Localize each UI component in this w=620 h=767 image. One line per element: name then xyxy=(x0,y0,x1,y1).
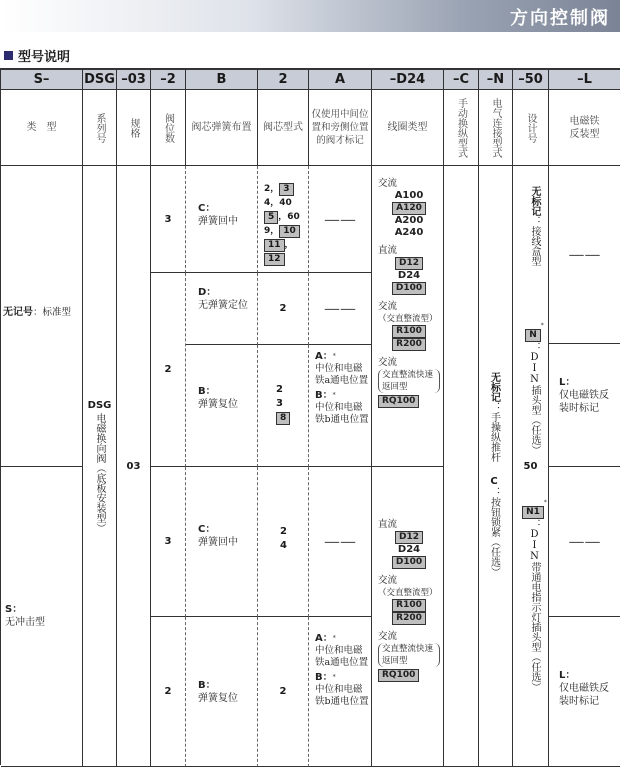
note-r4-dash: —— xyxy=(324,532,356,551)
code-spring: B xyxy=(186,70,258,90)
star-mark: * xyxy=(332,392,336,399)
solenoid-r2 xyxy=(549,344,620,467)
spring-r1-desc: 弹簧回中 xyxy=(198,216,238,227)
solenoid-r2-desc: 仅电磁铁反装时标记 xyxy=(559,390,609,414)
note-r3-a: 中位和电磁铁a通电位置 xyxy=(315,363,369,386)
spring-r5-code: B： xyxy=(198,680,216,691)
manual-c-code: C xyxy=(490,476,498,487)
code-spec: –03 xyxy=(117,70,151,90)
note-r5-b-code: B： xyxy=(315,672,333,683)
type-s-cell xyxy=(1,467,83,767)
solenoid-r3-dash: —— xyxy=(568,532,601,551)
label-note: 仅使用中间位置和旁侧位置的阀才标记 xyxy=(309,90,372,166)
coil-top-dc: 直流 xyxy=(378,245,398,256)
series-code: DSG xyxy=(87,399,112,411)
manual-none-code: 无标记 xyxy=(488,372,500,402)
spring-r4-desc: 弹簧回中 xyxy=(198,537,238,548)
spring-r3-code: B： xyxy=(198,386,216,397)
type-s-code: S： xyxy=(5,604,23,615)
coil-b-R100: R100 xyxy=(392,599,426,612)
note-r2 xyxy=(309,273,372,345)
manual-cell xyxy=(444,166,500,767)
spring-r3 xyxy=(186,345,258,467)
square-bullet-icon xyxy=(4,51,13,60)
code-elec: –N xyxy=(479,70,513,90)
type-s xyxy=(5,603,45,629)
core-r4-4: 4 xyxy=(280,540,287,551)
valves-r4 xyxy=(151,467,186,617)
core-r5-value: 2 xyxy=(279,686,287,697)
label-solenoid: 电磁铁反装型 xyxy=(549,90,620,166)
elec-n1-code: N1 xyxy=(522,506,544,519)
spring-r2-desc: 无弹簧定位 xyxy=(198,300,248,311)
label-spec-cell xyxy=(117,90,151,166)
valves-r2-value: 2 xyxy=(164,364,172,375)
label-spec: 规格 xyxy=(128,117,139,138)
series-cell xyxy=(83,166,117,767)
spring-r2-code: D： xyxy=(198,287,217,298)
code-note: A xyxy=(309,70,372,90)
valves-r1-value: 3 xyxy=(164,213,172,225)
core-r4 xyxy=(258,467,309,617)
coil-D12: D12 xyxy=(395,257,423,270)
spring-r4-code: C： xyxy=(198,524,216,535)
design-cell xyxy=(513,166,549,767)
spring-r3-desc: 弹簧复位 xyxy=(198,399,238,410)
core-r2-value: 2 xyxy=(279,303,287,314)
valves-r1 xyxy=(151,166,186,273)
spring-r1 xyxy=(186,166,258,273)
core-r3-2: 2 xyxy=(276,384,283,395)
note-r3-a-code: A： xyxy=(315,351,333,362)
coil-bottom-quick-sub: 交直整流快速返回型 xyxy=(378,643,440,667)
coil-RQ100: RQ100 xyxy=(378,395,419,408)
note-r5-a-code: A： xyxy=(315,633,333,644)
core-box-8: 8 xyxy=(276,412,290,425)
coil-top-quick-sub: 交直整流快速返回型 xyxy=(378,369,440,393)
coil-bottom-dc: 直流 xyxy=(378,519,398,530)
star-mark: * xyxy=(540,322,544,329)
coil-A240: A240 xyxy=(394,227,424,238)
solenoid-r1-dash: —— xyxy=(568,245,601,264)
code-coil: –D24 xyxy=(372,70,444,90)
label-design: 设计号 xyxy=(525,112,536,143)
star-mark: * xyxy=(332,674,336,681)
coil-top-ac: 交流 xyxy=(378,178,398,189)
star-mark: * xyxy=(543,499,547,506)
label-series: 系列号 xyxy=(94,112,105,143)
solenoid-r2-code: L： xyxy=(559,377,576,388)
coil-bottom-rect-sub: （交直整流型） xyxy=(378,588,438,598)
coil-bottom-quick: 交流 xyxy=(378,631,398,642)
page-title: 方向控制阀 xyxy=(510,8,610,29)
solenoid-r4-code: L： xyxy=(559,670,576,681)
coil-top-rect: 交流 xyxy=(378,301,398,312)
note-r5-b: 中位和电磁铁b通电位置 xyxy=(315,684,369,707)
manual-none-desc: ：手操纵推杆 xyxy=(488,402,500,462)
label-manual: 手动换纵型式 xyxy=(455,97,467,158)
coil-bottom xyxy=(372,467,444,767)
code-type: S– xyxy=(1,70,83,90)
core-r1-line2: 4，40 xyxy=(264,198,292,208)
elec-n-code: N xyxy=(525,329,541,342)
core-r1-line1: 2， 3 xyxy=(264,182,308,196)
label-series-cell xyxy=(83,90,117,166)
core-r1-line5: 11 ，12 xyxy=(264,238,308,266)
valves-r4-value: 3 xyxy=(164,536,172,547)
coil-A100: A100 xyxy=(394,190,424,201)
spring-r4 xyxy=(186,467,258,617)
solenoid-r3 xyxy=(549,467,620,617)
coil-R200: R200 xyxy=(392,338,426,351)
spring-r1-code: C： xyxy=(198,203,216,214)
core-r3 xyxy=(258,345,309,467)
core-box-10: 10 xyxy=(279,225,300,238)
coil-R100: R100 xyxy=(392,325,426,338)
core-box-3: 3 xyxy=(279,183,293,196)
spring-r5-desc: 弹簧复位 xyxy=(198,693,238,704)
star-mark: * xyxy=(332,353,336,360)
coil-D100: D100 xyxy=(392,282,426,295)
section-title xyxy=(4,46,70,65)
core-box-12: 12 xyxy=(264,253,285,266)
label-coil: 线圈类型 xyxy=(372,90,444,166)
coil-bottom-rect: 交流 xyxy=(378,575,398,586)
coil-A120: A120 xyxy=(392,202,426,215)
solenoid-r4-desc: 仅电磁铁反装时标记 xyxy=(559,683,609,707)
type-s-desc: 无冲击型 xyxy=(5,617,45,628)
coil-b-R200: R200 xyxy=(392,612,426,625)
spec-value: 03 xyxy=(126,460,141,472)
design-value: 50 xyxy=(523,460,538,472)
code-valves: –2 xyxy=(151,70,186,90)
elec-n1-desc: ：DIN带通电指示灯插头型（任选） xyxy=(529,519,540,692)
note-r3-b-code: B： xyxy=(315,390,333,401)
section-title-text: 型号说明 xyxy=(18,50,71,65)
core-r1 xyxy=(258,166,309,273)
spring-r2 xyxy=(186,273,258,345)
star-mark: * xyxy=(332,635,336,642)
elec-none-desc: ：接线盒型 xyxy=(529,216,540,266)
label-spring: 阀芯弹簧布置 xyxy=(186,90,258,166)
code-manual: –C xyxy=(444,70,479,90)
coil-D24: D24 xyxy=(397,270,421,281)
note-r1-dash: —— xyxy=(324,209,356,229)
type-standard-code: 无记号 xyxy=(3,307,33,318)
note-r5-a: 中位和电磁铁a通电位置 xyxy=(315,645,369,668)
coil-b-D12: D12 xyxy=(395,531,423,544)
note-r3-b: 中位和电磁铁b通电位置 xyxy=(315,402,369,425)
note-r3 xyxy=(309,345,372,467)
coil-top-quick: 交流 xyxy=(378,357,398,368)
elec-none-code: 无标记 xyxy=(529,186,540,216)
valves-r5-value: 2 xyxy=(164,686,172,697)
label-elec: 电气连接型式 xyxy=(490,97,501,158)
spring-r5 xyxy=(186,617,258,767)
label-elec-cell xyxy=(479,90,513,166)
label-design-cell xyxy=(513,90,549,166)
valves-r5 xyxy=(151,617,186,767)
note-r4 xyxy=(309,467,372,617)
core-r4-2: 2 xyxy=(280,526,287,537)
note-r5 xyxy=(309,617,372,767)
elec-n-desc: ：DIN插头型（任选） xyxy=(529,342,540,455)
coil-top xyxy=(372,166,444,467)
core-box-5: 5 xyxy=(264,211,278,224)
core-box-11: 11 xyxy=(264,239,285,252)
spec-cell xyxy=(117,166,151,767)
series-desc: 电磁换向阀（底板安装型） xyxy=(94,412,105,533)
coil-b-D24: D24 xyxy=(397,544,421,555)
label-valves: 阀位数 xyxy=(162,112,174,143)
manual-c-desc: ：按钮锁紧（任选） xyxy=(488,487,500,577)
coil-b-D100: D100 xyxy=(392,556,426,569)
label-type: 类 型 xyxy=(1,90,83,166)
coil-A200: A200 xyxy=(394,215,424,226)
core-r1-line3: 5 ，60 xyxy=(264,210,308,224)
core-r5 xyxy=(258,617,309,767)
label-valves-cell xyxy=(151,90,186,166)
solenoid-r1 xyxy=(549,166,620,344)
note-r1 xyxy=(309,166,372,273)
type-standard: 无记号：标准型 xyxy=(3,307,72,318)
note-r2-dash: —— xyxy=(324,299,356,318)
solenoid-r4 xyxy=(549,617,620,767)
type-standard-cell xyxy=(1,166,83,467)
core-r3-3: 3 xyxy=(276,398,283,409)
code-series: DSG xyxy=(83,70,117,90)
code-design: –50 xyxy=(513,70,549,90)
coil-b-RQ100: RQ100 xyxy=(378,669,419,682)
type-standard-desc: 标准型 xyxy=(42,307,72,318)
code-core: 2 xyxy=(258,70,309,90)
label-manual-cell xyxy=(444,90,479,166)
label-core: 阀芯型式 xyxy=(258,90,309,166)
model-table xyxy=(0,68,620,765)
core-r1-line4: 9， 10 xyxy=(264,224,308,238)
coil-top-rect-sub: （交直整流型） xyxy=(378,314,438,324)
core-r2 xyxy=(258,273,309,345)
code-solenoid: –L xyxy=(549,70,620,90)
valves-r2 xyxy=(151,273,186,467)
